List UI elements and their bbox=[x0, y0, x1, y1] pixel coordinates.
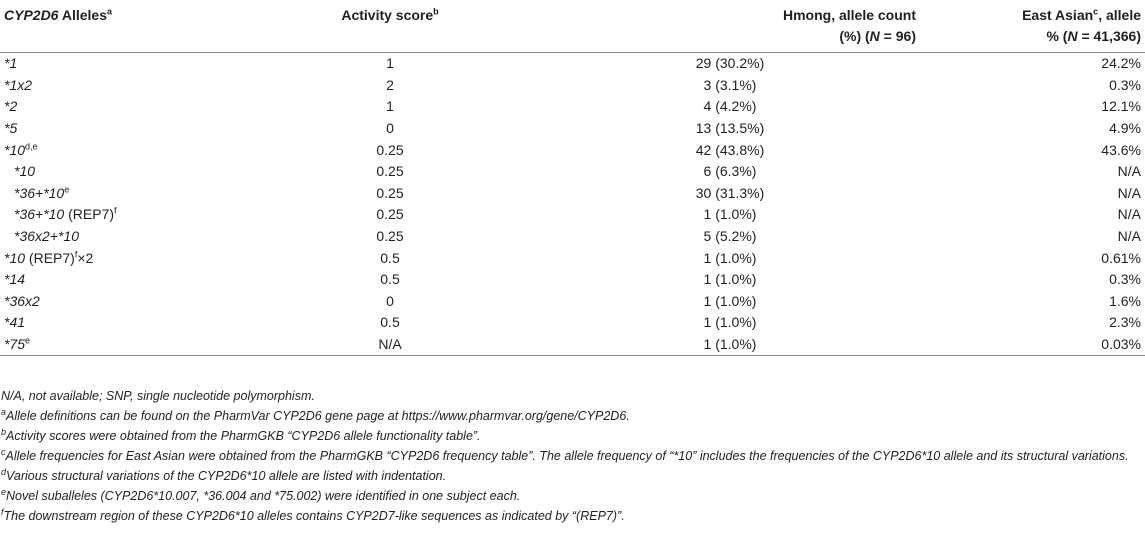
header-hmong: Hmong, allele count (%) (N = 96) bbox=[782, 7, 916, 44]
cell-allele: *2 bbox=[4, 98, 18, 115]
cell-allele: *10 bbox=[14, 163, 36, 180]
cell-east-asian-freq: 0.3% bbox=[1109, 76, 1141, 93]
cell-hmong-count: 29 (30.2%) bbox=[695, 55, 765, 72]
cell-activity-score: 0 bbox=[386, 120, 394, 137]
cell-hmong-count: 1 (1.0%) bbox=[703, 206, 757, 223]
cell-east-asian-freq: 43.6% bbox=[1101, 141, 1141, 158]
cell-activity-score: 1 bbox=[386, 98, 394, 115]
cell-east-asian-freq: N/A bbox=[1117, 163, 1141, 180]
footnote: $^c$Allele frequencies for East Asian were obtained from the PharmGKB “CYP2D6 frequency table”. The allele frequency of “*10” includes the frequencies of the CYP2D6*10 allele and its structural variations. bbox=[1, 446, 1129, 463]
header-alleles: CYP2D6 Alleles$^a$ bbox=[4, 6, 112, 23]
cell-activity-score: 0 bbox=[386, 292, 394, 309]
footnote: $^e$Novel suballeles (CYP2D6*10.007, *36.004 and *75.002) were identified in one subject each. bbox=[1, 486, 521, 503]
cell-hmong-count: 30 (31.3%) bbox=[695, 184, 765, 201]
table-row bbox=[0, 75, 1145, 97]
table-header-row bbox=[0, 0, 1145, 53]
table-row bbox=[0, 334, 1145, 356]
header-east-asian: East Asian$^c$, allele % (N = 41,366) bbox=[1022, 6, 1141, 44]
cell-allele: *10 $(REP7)^f\times 2$ bbox=[4, 248, 94, 266]
cell-activity-score: 2 bbox=[386, 76, 394, 93]
cell-east-asian-freq: 1.6% bbox=[1109, 292, 1141, 309]
table-row bbox=[0, 269, 1145, 291]
table-row bbox=[0, 312, 1145, 334]
table-row bbox=[0, 118, 1145, 140]
cell-east-asian-freq: 4.9% bbox=[1109, 120, 1141, 137]
cell-activity-score: N/A bbox=[378, 336, 402, 353]
table-row bbox=[0, 161, 1145, 183]
table-footnotes bbox=[1, 386, 1141, 526]
table-body bbox=[0, 53, 1145, 356]
cell-hmong-count: 3 (3.1%) bbox=[703, 76, 757, 93]
cell-allele: *75e bbox=[4, 335, 31, 353]
cell-hmong-count: 1 (1.0%) bbox=[703, 336, 757, 353]
table-row bbox=[0, 96, 1145, 118]
footnote: $^b$Activity scores were obtained from the PharmGKB “CYP2D6 allele functionality table”. bbox=[1, 426, 481, 443]
cell-activity-score: 0.5 bbox=[380, 271, 400, 288]
cell-east-asian-freq: 0.61% bbox=[1101, 249, 1141, 266]
cell-hmong-count: 1 (1.0%) bbox=[703, 314, 757, 331]
cell-hmong-count: 42 (43.8%) bbox=[695, 141, 765, 158]
table-row bbox=[0, 291, 1145, 313]
footnote: $^a$Allele definitions can be found on the PharmVar CYP2D6 gene page at https://www.pharmvar.org/gene/CYP2D6. bbox=[1, 406, 630, 423]
table-row bbox=[0, 226, 1145, 248]
table-row bbox=[0, 139, 1145, 161]
cell-east-asian-freq: 0.03% bbox=[1101, 336, 1141, 353]
cell-allele: $*36+*10^e$ bbox=[14, 184, 70, 201]
cell-activity-score: 0.25 bbox=[376, 228, 404, 245]
cell-activity-score: 0.5 bbox=[380, 249, 400, 266]
cell-activity-score: 0.5 bbox=[380, 314, 400, 331]
table-row bbox=[0, 53, 1145, 75]
table-row bbox=[0, 204, 1145, 226]
cell-allele: *14 bbox=[4, 271, 26, 288]
footnote: $^f$The downstream region of these CYP2D6*10 alleles contains CYP2D7-like sequences as indicated by “(REP7)”. bbox=[1, 506, 625, 523]
cell-allele: *10$^{d,e}$ bbox=[4, 141, 38, 158]
cell-hmong-count: 6 (6.3%) bbox=[703, 163, 757, 180]
cell-activity-score: 0.25 bbox=[376, 163, 404, 180]
cell-east-asian-freq: 24.2% bbox=[1101, 55, 1141, 72]
cell-allele: *36x2 bbox=[4, 292, 40, 309]
cell-east-asian-freq: 2.3% bbox=[1109, 314, 1141, 331]
header-activity-score: Activity score$^b$ bbox=[341, 6, 439, 23]
footnote: N/A, not available; SNP, single nucleotide polymorphism. bbox=[1, 389, 315, 403]
cell-allele: *41 bbox=[4, 314, 26, 331]
table-row bbox=[0, 247, 1145, 269]
cell-activity-score: 1 bbox=[386, 55, 394, 72]
cell-east-asian-freq: 0.3% bbox=[1109, 271, 1141, 288]
cell-east-asian-freq: N/A bbox=[1117, 228, 1141, 245]
cell-activity-score: 0.25 bbox=[376, 141, 404, 158]
cell-hmong-count: 4 (4.2%) bbox=[703, 98, 757, 115]
cell-allele: *36x2+*10 bbox=[14, 228, 80, 245]
cell-allele: *5 bbox=[4, 120, 18, 137]
cell-hmong-count: 1 (1.0%) bbox=[703, 249, 757, 266]
cell-allele: *1 bbox=[4, 55, 18, 72]
cell-allele: *1x2 bbox=[4, 76, 33, 93]
table-row bbox=[0, 183, 1145, 205]
cell-east-asian-freq: 12.1% bbox=[1101, 98, 1141, 115]
footnote: $^d$Various structural variations of the CYP2D6*10 allele are listed with indentation. bbox=[1, 466, 447, 483]
cell-allele: *36+*10 $(REP7)^f$ bbox=[14, 205, 117, 223]
cell-hmong-count: 5 (5.2%) bbox=[703, 228, 757, 245]
cell-east-asian-freq: N/A bbox=[1117, 206, 1141, 223]
cell-activity-score: 0.25 bbox=[376, 184, 404, 201]
cell-hmong-count: 1 (1.0%) bbox=[703, 292, 757, 309]
cell-activity-score: 0.25 bbox=[376, 206, 404, 223]
cell-hmong-count: 1 (1.0%) bbox=[703, 271, 757, 288]
cell-hmong-count: 13 (13.5%) bbox=[695, 120, 765, 137]
cell-east-asian-freq: N/A bbox=[1117, 184, 1141, 201]
